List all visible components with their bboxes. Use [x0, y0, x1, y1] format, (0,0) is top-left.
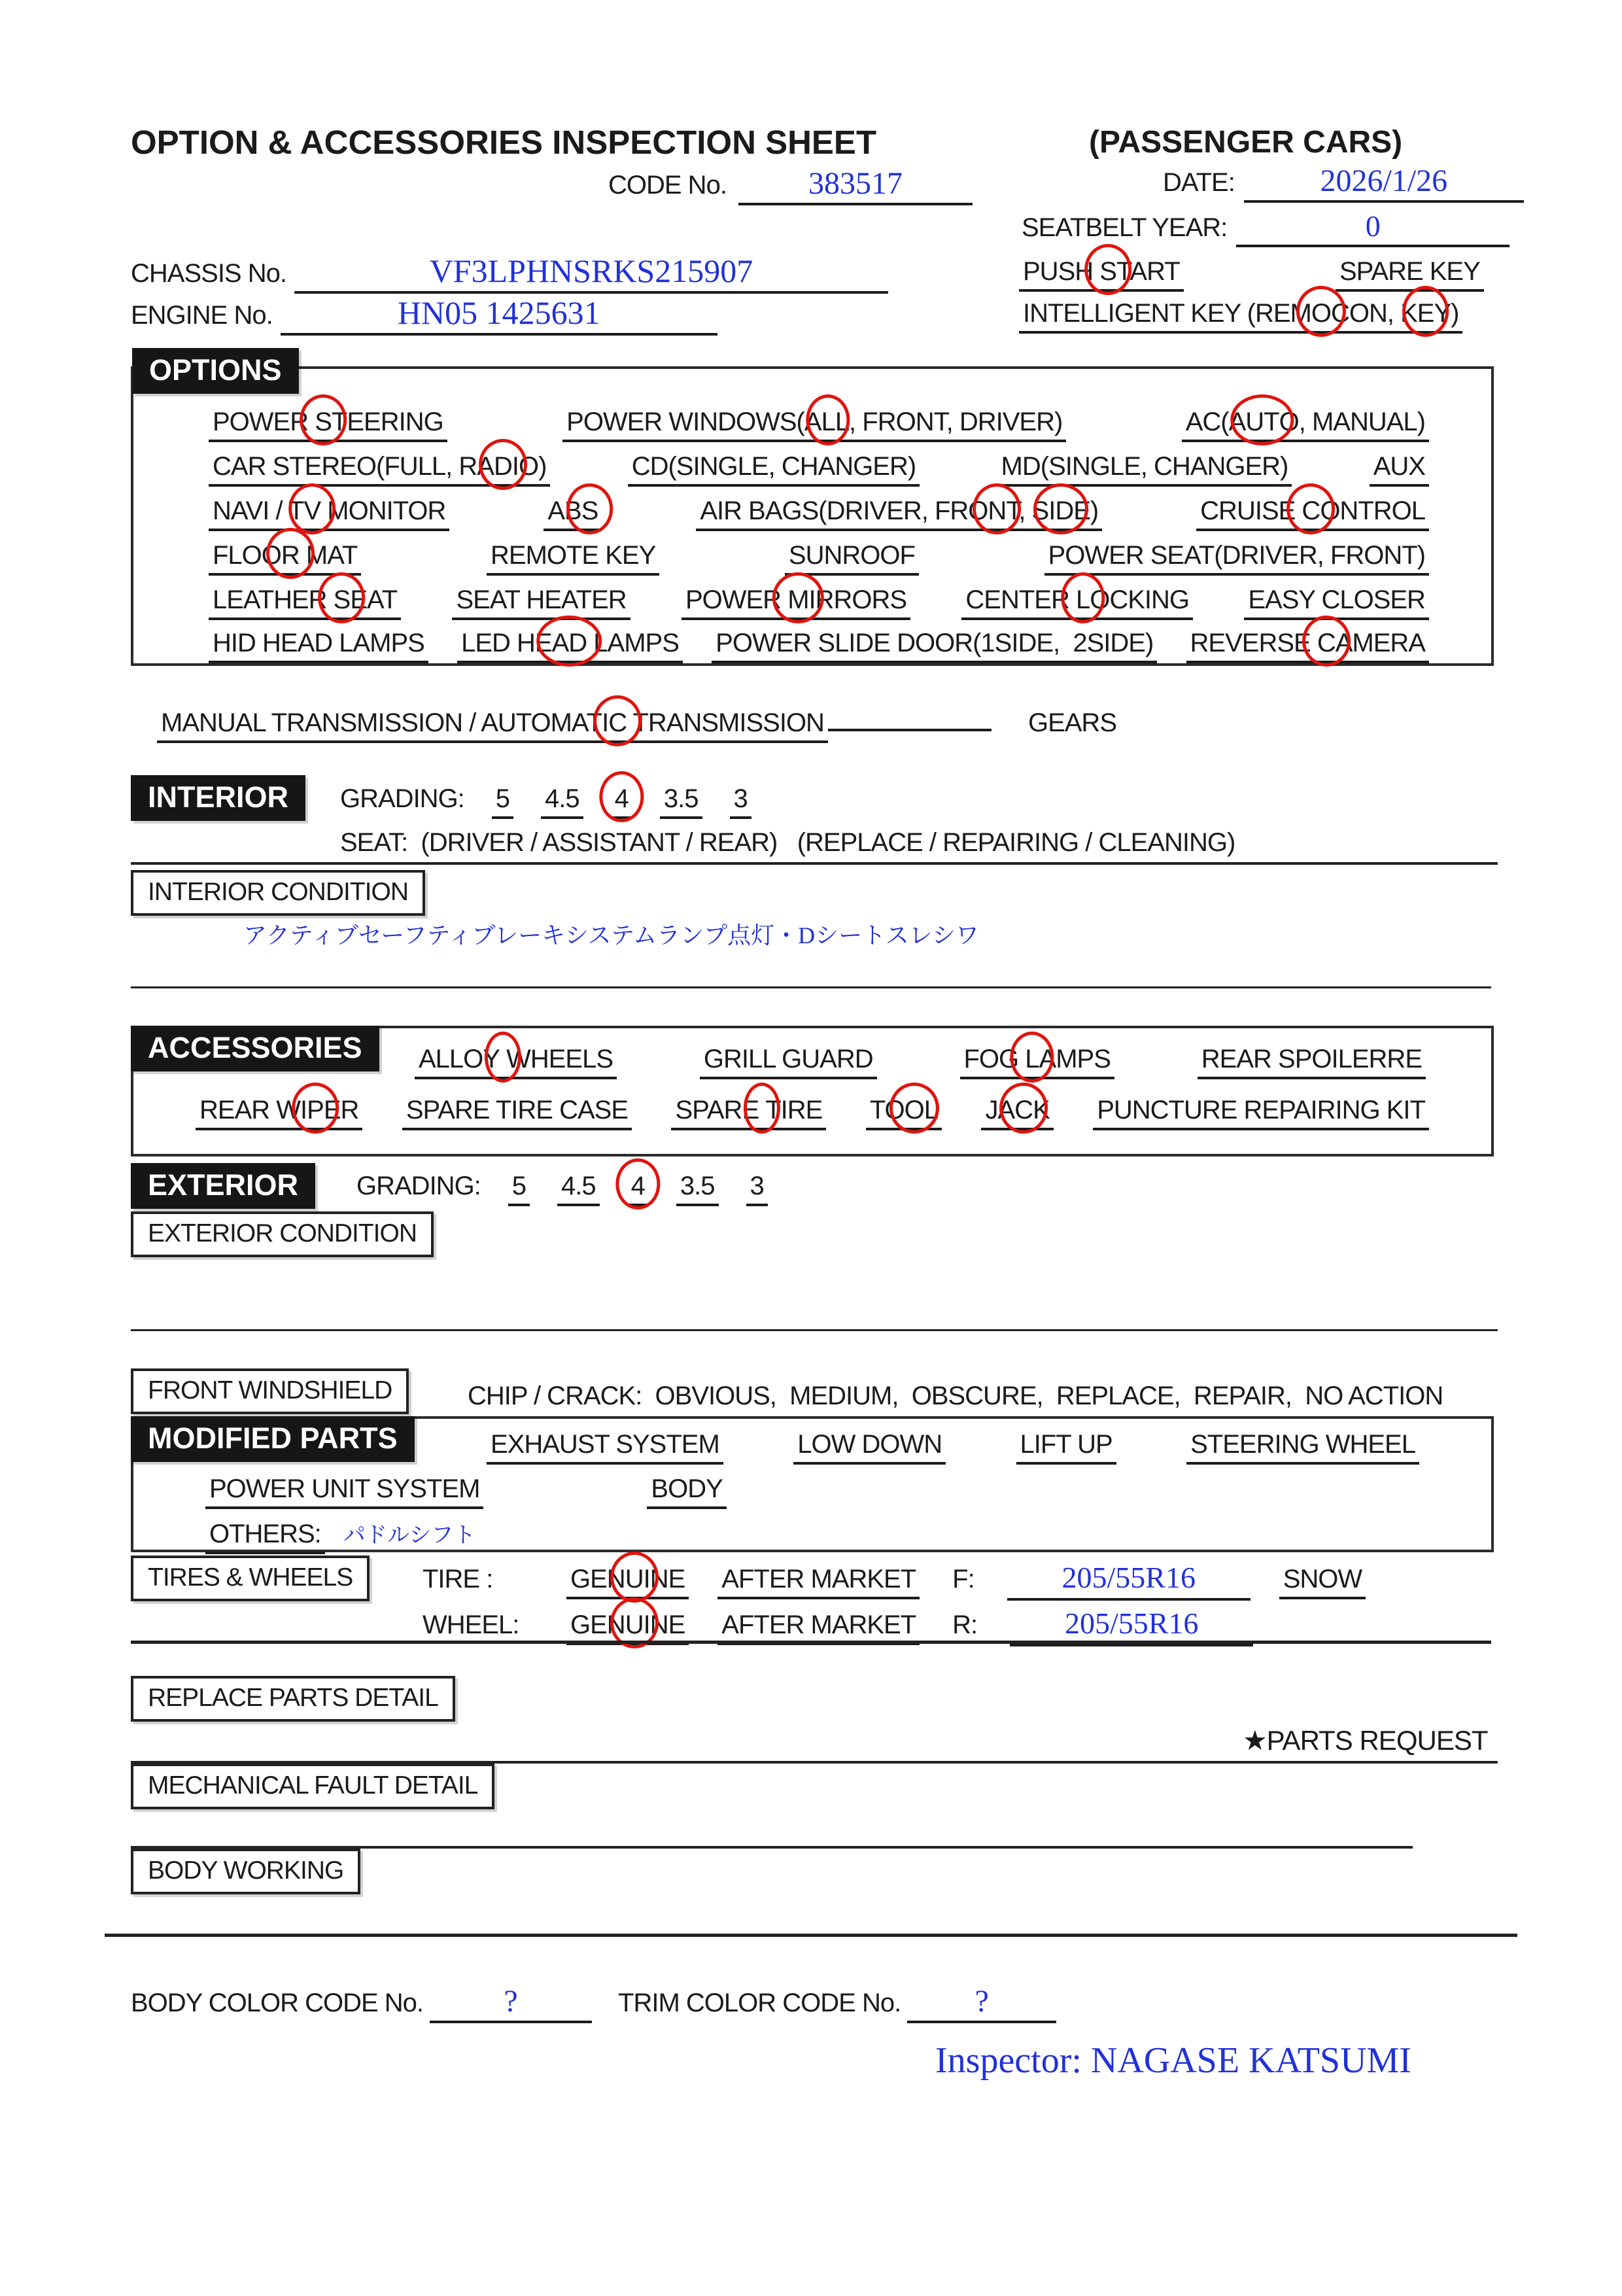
red-circle-mark: U	[625, 1565, 644, 1593]
floor-mat: FLOOR MAT	[209, 540, 361, 576]
engine-label: ENGINE No.	[131, 301, 273, 330]
rear-spoilerre: REAR SPOILERRE	[1198, 1044, 1426, 1079]
red-circle-mark: 4	[630, 1172, 645, 1200]
transmission-text	[157, 708, 828, 743]
hid-head-lamps: HID HEAD LAMPS	[209, 628, 428, 663]
3: 3	[730, 784, 751, 819]
options-row-1	[209, 407, 1429, 442]
interior-divider	[131, 862, 1498, 865]
date-row	[1163, 165, 1524, 203]
genuine: GENUINE	[566, 1564, 689, 1599]
red-circle-mark: C	[1014, 1096, 1033, 1124]
mechanical-fault-detail-box-label: MECHANICAL FAULT DETAIL	[131, 1764, 494, 1809]
reverse-camera: REVERSE CAMERA	[1186, 628, 1429, 663]
seatbelt-year-value: 0	[1236, 211, 1510, 247]
car-stereo-full-radio: CAR STEREO(FULL, RADIO)	[209, 451, 550, 487]
front-windshield-box-label: FRONT WINDSHIELD	[131, 1368, 409, 1414]
jack: JACK	[981, 1095, 1053, 1130]
red-circle-mark: M	[787, 585, 809, 614]
seatbelt-year-label: SEATBELT YEAR:	[1022, 213, 1228, 242]
section-divider-6	[105, 1934, 1517, 1937]
tires-wheels-box-label: TIRES & WHEELS	[131, 1556, 370, 1601]
spare-key-item	[1336, 256, 1484, 292]
date-label: DATE:	[1163, 168, 1235, 197]
red-circle-mark: O	[904, 1096, 924, 1124]
chassis-value: VF3LPHNSRKS215907	[294, 254, 888, 294]
color-code-row	[131, 1985, 1056, 2023]
tire-row	[419, 1561, 1366, 1601]
modified-parts-others-row	[205, 1517, 475, 1554]
low-down: LOW DOWN	[793, 1429, 946, 1465]
options-box	[131, 353, 1494, 666]
after-market: AFTER MARKET	[717, 1564, 920, 1599]
red-circle-mark: L	[1075, 585, 1090, 614]
power-seat-driver-front: POWER SEAT(DRIVER, FRONT)	[1044, 540, 1429, 576]
4-5: 4.5	[541, 784, 583, 819]
section-divider-1	[131, 986, 1491, 988]
exhaust-system: EXHAUST SYSTEM	[487, 1429, 723, 1465]
options-row-2	[209, 451, 1429, 487]
body-color-code-value: ?	[430, 1985, 592, 2023]
interior-condition-box-label: INTERIOR CONDITION	[131, 870, 425, 916]
lift-up: LIFT UP	[1016, 1429, 1116, 1465]
genuine: GENUINE	[566, 1610, 689, 1645]
red-circle-mark: ID	[1048, 496, 1074, 525]
spare-tire: SPARE TIRE	[671, 1095, 826, 1130]
section-divider-3	[131, 1641, 1491, 1644]
engine-value: HN05 1425631	[281, 296, 717, 336]
body-color-code-label: BODY COLOR CODE No.	[131, 1989, 424, 2017]
red-circle-mark: S	[1099, 257, 1116, 286]
options-row-4	[209, 540, 1429, 576]
tool: TOOL	[866, 1095, 942, 1130]
4	[611, 784, 632, 819]
grill-guard: GRILL GUARD	[700, 1044, 877, 1079]
red-circle-mark: V	[303, 496, 321, 525]
after-market: AFTER MARKET	[717, 1610, 920, 1645]
power-mirrors: POWER MIRRORS	[682, 585, 910, 620]
power-steering: POWER STEERING	[209, 407, 447, 442]
date-value: 2026/1/26	[1244, 165, 1524, 203]
red-circle-mark: U	[625, 1610, 644, 1639]
steering-wheel: STEERING WHEEL	[1186, 1429, 1419, 1465]
code-value: 383517	[738, 167, 973, 205]
ac-auto-manual: AC(AUTO, MANUAL)	[1182, 407, 1429, 442]
push-start: PUSH START	[1019, 256, 1184, 292]
red-circle-mark: S	[333, 585, 351, 614]
red-circle-mark: C	[608, 708, 627, 737]
4	[627, 1171, 649, 1206]
exterior-grading-row	[356, 1171, 768, 1206]
gears-label: GEARS	[1027, 708, 1116, 737]
f: F:	[952, 1565, 975, 1593]
code-label: CODE No.	[608, 171, 727, 200]
easy-closer: EASY CLOSER	[1244, 585, 1429, 620]
md-single-changer: MD(SINGLE, CHANGER)	[997, 451, 1292, 487]
modified-parts-row-1	[487, 1429, 1419, 1465]
interior-grades	[492, 784, 751, 819]
engine-row	[131, 296, 717, 336]
chassis-label: CHASSIS No.	[131, 259, 286, 288]
rear-wiper: REAR WIPER	[196, 1095, 362, 1130]
gears-blank-field	[828, 697, 992, 731]
interior-seat-line: SEAT: (DRIVER / ASSISTANT / REAR) (REPLACE / REPAIRING / CLEANING)	[340, 828, 1235, 857]
page-title: OPTION & ACCESSORIES INSPECTION SHEET	[131, 124, 877, 161]
seatbelt-row	[1022, 211, 1510, 247]
red-circle-mark	[759, 1095, 765, 1125]
leather-seat: LEATHER SEAT	[209, 585, 401, 620]
red-circle-mark: UT	[1245, 408, 1279, 436]
intelligent-key-remocon-key: INTELLIGENT KEY (REMOCON, KEY)	[1019, 298, 1462, 334]
push-start-item	[1019, 256, 1184, 292]
accessories-box	[131, 1026, 1494, 1157]
modified-parts-section-label: MODIFIED PARTS	[131, 1416, 415, 1462]
red-circle-mark: C	[1317, 629, 1336, 657]
body-working-box-label: BODY WORKING	[131, 1849, 360, 1894]
abs: ABS	[544, 496, 602, 531]
5: 5	[508, 1171, 530, 1206]
led-head-lamps: LED HEAD LAMPS	[457, 628, 683, 663]
red-circle-mark: AD	[551, 629, 587, 657]
205-55r16: 205/55R16	[1007, 1561, 1251, 1601]
modified-parts-box	[131, 1416, 1494, 1552]
3: 3	[746, 1171, 768, 1206]
spare-tire-case: SPARE TIRE CASE	[402, 1095, 632, 1130]
intelligent-key-item	[1019, 298, 1462, 334]
alloy-wheels: ALLOY WHEELS	[415, 1044, 617, 1079]
red-circle-mark: 4	[614, 784, 629, 813]
cd-single-changer: CD(SINGLE, CHANGER)	[628, 451, 920, 487]
navi-tv-monitor: NAVI / TV MONITOR	[209, 496, 449, 531]
red-circle-mark: O	[1311, 299, 1331, 328]
red-circle-mark: L	[1025, 1045, 1039, 1073]
spare-key: SPARE KEY	[1336, 256, 1484, 292]
modified-parts-row-2	[205, 1474, 727, 1509]
power-unit-system: POWER UNIT SYSTEM	[205, 1474, 483, 1509]
others-value: パドルシフト	[343, 1523, 476, 1548]
wheel: WHEEL:	[423, 1610, 519, 1639]
5: 5	[492, 784, 513, 819]
red-circle-mark	[500, 1044, 506, 1074]
red-circle-mark: S	[581, 496, 598, 525]
red-circle-mark: D	[493, 452, 512, 481]
interior-grading-label: GRADING:	[340, 784, 464, 813]
chip-crack-line: CHIP / CRACK: OBVIOUS, MEDIUM, OBSCURE, REPLACE, REPAIR, NO ACTION	[468, 1382, 1443, 1410]
center-locking: CENTER LOCKING	[961, 585, 1193, 620]
3-5: 3.5	[676, 1171, 719, 1206]
interior-condition-note: アクティブセーフティブレーキシステムランプ点灯・Dシートスレシワ	[243, 922, 979, 948]
remote-key: REMOTE KEY	[487, 540, 659, 576]
trim-color-code-value: ?	[907, 1985, 1056, 2023]
trim-color-code-label: TRIM COLOR CODE No.	[618, 1989, 901, 2017]
body: BODY	[647, 1474, 726, 1509]
accessories-section-label: ACCESSORIES	[131, 1026, 379, 1071]
red-circle-mark: L	[821, 408, 835, 436]
inspector-signature: Inspector: NAGASE KATSUMI	[935, 2040, 1411, 2081]
3-5: 3.5	[660, 784, 702, 819]
aux: AUX	[1370, 451, 1429, 487]
air-bags-driver-front-side: AIR BAGS(DRIVER, FRONT, SIDE)	[696, 496, 1102, 531]
r: R:	[952, 1610, 978, 1639]
options-row-5	[209, 585, 1429, 620]
puncture-repairing-kit: PUNCTURE REPAIRING KIT	[1093, 1095, 1429, 1130]
others-label	[205, 1519, 325, 1554]
power-slide-door-1side-2side: POWER SLIDE DOOR(1SIDE, 2SIDE)	[712, 628, 1157, 663]
code-row	[608, 167, 973, 205]
red-circle-mark: C	[1302, 496, 1320, 525]
accessories-row-1	[415, 1044, 1426, 1079]
exterior-grades	[508, 1171, 768, 1206]
power-windows-all-front-driver: POWER WINDOWS(ALL, FRONT, DRIVER)	[562, 407, 1066, 442]
interior-grading-row	[340, 784, 751, 819]
snow: SNOW	[1279, 1564, 1366, 1599]
exterior-condition-box-label: EXTERIOR CONDITION	[131, 1211, 434, 1257]
red-circle-mark: N	[988, 496, 1007, 525]
red-circle-mark: E	[1417, 299, 1434, 328]
exterior-grading-label: GRADING:	[356, 1172, 481, 1200]
sunroof: SUNROOF	[785, 540, 919, 576]
options-section-label: OPTIONS	[132, 348, 299, 394]
red-circle-mark: S	[315, 408, 332, 436]
accessories-row-2	[196, 1095, 1429, 1130]
options-row-3	[209, 496, 1429, 531]
cruise-control: CRUISE CONTROL	[1196, 496, 1429, 531]
exterior-section-label: EXTERIOR	[131, 1163, 315, 1209]
replace-parts-detail-box-label: REPLACE PARTS DETAIL	[131, 1676, 455, 1722]
fog-lamps: FOG LAMPS	[960, 1044, 1114, 1079]
4-5: 4.5	[557, 1171, 600, 1206]
options-row-6	[209, 628, 1429, 663]
red-circle-mark: P	[307, 1096, 324, 1124]
chassis-row	[131, 254, 888, 294]
tire: TIRE :	[423, 1565, 493, 1593]
section-divider-2	[131, 1329, 1498, 1331]
parts-request-label: ★PARTS REQUEST	[1243, 1725, 1488, 1756]
manual-transmission-automatic-transmission: MANUAL TRANSMISSION / AUTOMATIC TRANSMISSION	[157, 708, 828, 743]
interior-section-label: INTERIOR	[131, 775, 305, 821]
205-55r16: 205/55R16	[1010, 1607, 1253, 1646]
seat-heater: SEAT HEATER	[452, 585, 630, 620]
page-subtitle: (PASSENGER CARS)	[1089, 125, 1403, 160]
others: OTHERS:	[205, 1519, 325, 1554]
red-circle-mark: R	[281, 541, 300, 570]
transmission-row	[157, 697, 1116, 743]
